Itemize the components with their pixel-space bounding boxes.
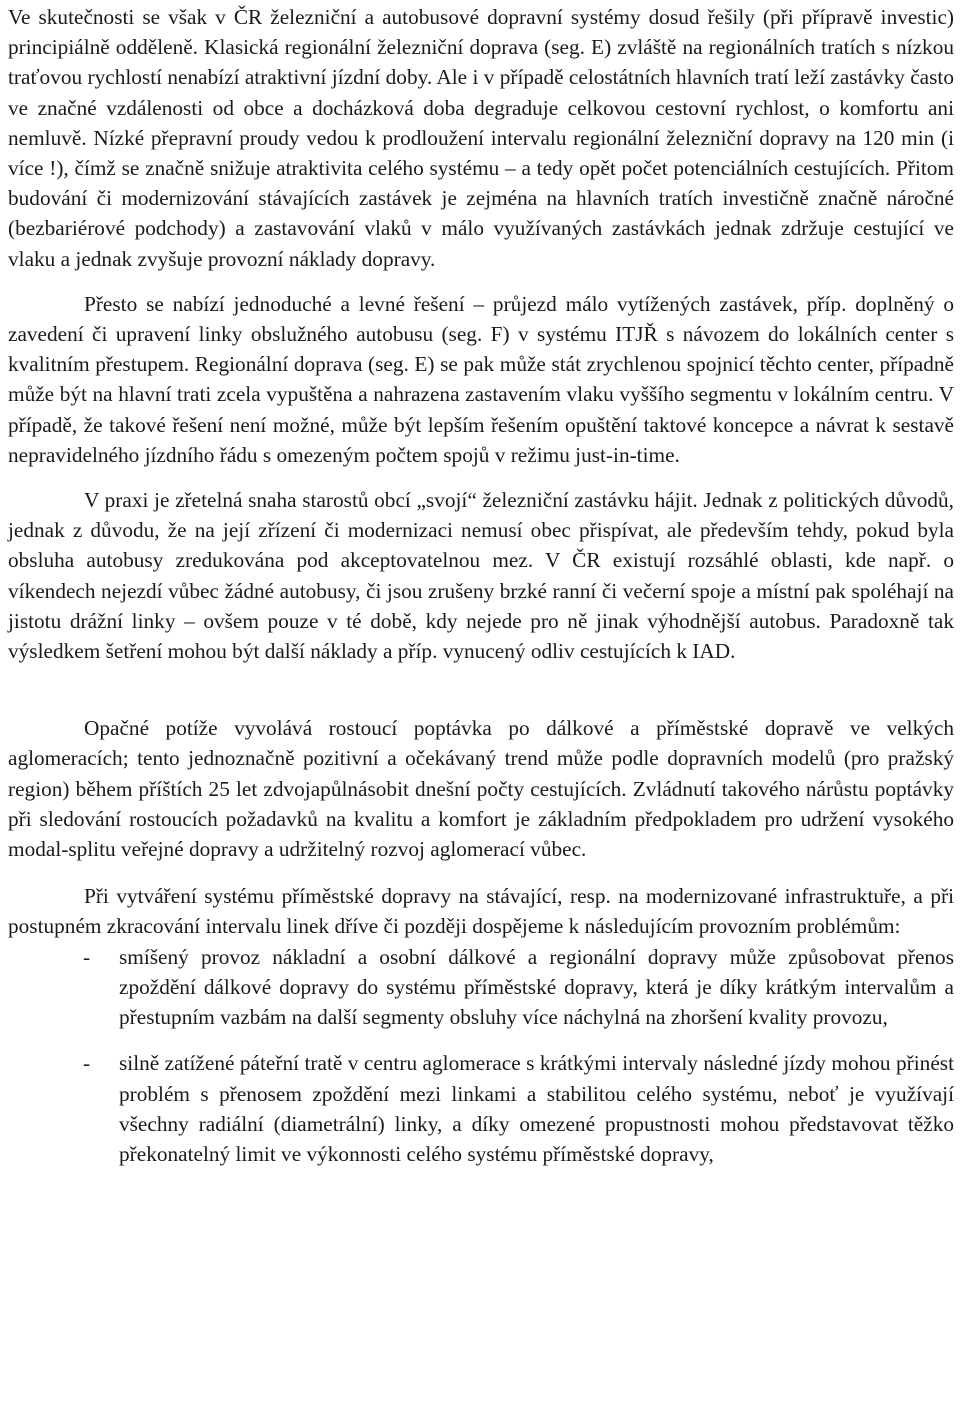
document-page (8, 2, 954, 1169)
paragraph-simple-solution: Přesto se nabízí jednoduché a levné řešení – průjezd málo vytížených zastávek, příp. doplněný o zavedení či upravení linky obslužného autobusu (seg. F) v systému ITJŘ s návozem do lokálních center s kvalitním přestupem. Regionální doprava (seg. E) se pak může stát zrychlenou spojnicí těchto center, případně může být na hlavní trati zcela vypuštěna a nahrazena zastavením vlaku vyššího segmentu v lokálním centru. V případě, že takové řešení není možné, může být lepším řešením opuštění taktové koncepce a návrat k sestavě nepravidelného jízdního řádu s omezeným počtem spojů v režimu just-in-time. (8, 291, 954, 467)
paragraph-mayors-practice: V praxi je zřetelná snaha starostů obcí „svojí“ železniční zastávku hájit. Jednak z politických důvodů, jednak z důvodu, že na její zřízení či modernizaci nemusí obec přispívat, ale především tehdy, pokud byla obsluha autobusy zredukována pod akceptovatelnou mez. V ČR existují rozsáhlé oblasti, kde např. o víkendech nejezdí vůbec žádné autobusy, či jsou zrušeny brzké ranní či večerní spoje a místní pak spoléhají na jistotu drážní linky – ovšem pouze v té době, kdy nejede pro ně jinak výhodnější autobus. Paradoxně tak výsledkem šetření mohou být další náklady a příp. vynucený odliv cestujících k IAD. (8, 488, 954, 664)
problems-list (8, 942, 954, 1169)
list-dash-marker: - (83, 944, 91, 969)
paragraph-suburban-problems-intro: Při vytváření systému příměstské dopravy na stávající, resp. na modernizované infrastruktuře, a při postupném zkracování intervalu linek dříve či později dospějeme k následujícím provozním problémům: (8, 884, 954, 939)
list-item (8, 942, 954, 1033)
list-item-text: silně zatížené páteřní tratě v centru aglomerace s krátkými intervaly následné jízdy mohou přinést problém s přenosem zpoždění mezi linkami a stabilitou celého systému, neboť je využívají všechny radiální (diametrální) linky, a díky omezené propustnosti mohou představovat těžko překonatelný limit ve výkonnosti celého systému příměstské dopravy, (119, 1051, 954, 1166)
paragraph-rail-bus-separation: Ve skutečnosti se však v ČR železniční a autobusové dopravní systémy dosud řešily (při přípravě investic) principiálně odděleně. Klasická regionální železniční doprava (seg. E) zvláště na regionálních tratích s nízkou traťovou rychlostí nenabízí atraktivní jízdní doby. Ale i v případě celostátních hlavních tratí leží zastávky často ve značné vzdálenosti od obce a docházková doba degraduje celkovou cestovní rychlost, o komfortu ani nemluvě. Nízké přepravní proudy vedou k prodloužení intervalu regionální železniční dopravy na 120 min (i více !), čímž se značně snižuje atraktivita celého systému – a tedy opět počet potenciálních cestujících. Přitom budování či modernizování stávajících zastávek je zejména na hlavních tratích investičně značně náročné (bezbariérové podchody) a zastavování vlaků v málo využívaných zastávkách jednak zdržuje cestující ve vlaku a jednak zvyšuje provozní náklady dopravy. (8, 5, 954, 271)
list-item-text: smíšený provoz nákladní a osobní dálkové a regionální dopravy může způsobovat přenos zpoždění dálkové dopravy do systému příměstské dopravy, která je díky krátkým intervalům a přestupním vazbám na další segmenty obsluhy více náchylná na zhoršení kvality provozu, (119, 944, 954, 1030)
list-item (8, 1048, 954, 1169)
paragraph-growing-demand: Opačné potíže vyvolává rostoucí poptávka po dálkové a příměstské dopravě ve velkých aglomeracích; tento jednoznačně pozitivní a očekávaný trend může podle dopravních modelů (pro pražský region) během příštích 25 let zdvojapůlnásobit dnešní počty cestujících. Zvládnutí takového nárůstu poptávky při sledování rostoucích požadavků na kvalitu a komfort je základním předpokladem pro udržení vysokého modal-splitu veřejné dopravy a udržitelný rozvoj aglomerací vůbec. (8, 716, 954, 862)
list-dash-marker: - (83, 1051, 91, 1076)
